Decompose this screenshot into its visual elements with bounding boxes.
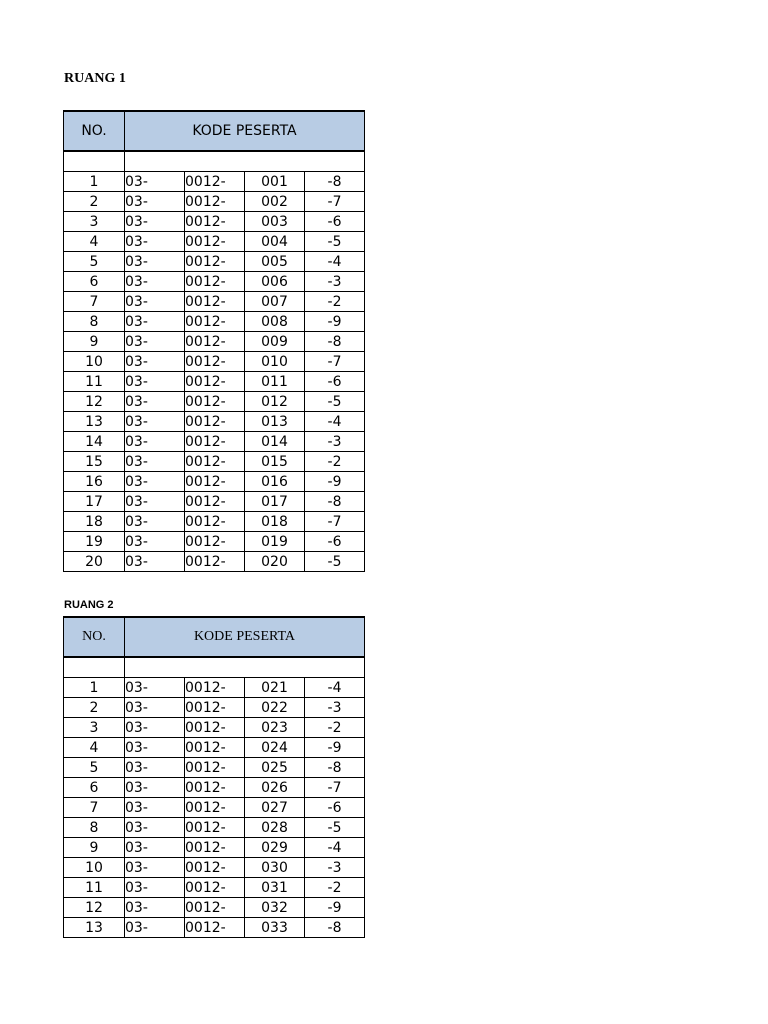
- cell-kode-school: 0012-: [185, 412, 245, 432]
- cell-kode-school: 0012-: [185, 192, 245, 212]
- cell-kode-number: 009: [245, 332, 305, 352]
- cell-no: 6: [64, 272, 125, 292]
- cell-no: 11: [64, 878, 125, 898]
- cell-kode-suffix: -9: [305, 738, 365, 758]
- cell-kode-school: 0012-: [185, 512, 245, 532]
- table-row: [64, 232, 365, 252]
- table-row: [64, 252, 365, 272]
- cell-kode-number: 002: [245, 192, 305, 212]
- cell-no: 10: [64, 858, 125, 878]
- cell-kode-number: 033: [245, 918, 305, 938]
- cell-kode-prefix: 03-: [125, 492, 185, 512]
- ruang-1-table: [63, 110, 365, 572]
- cell-kode-suffix: -8: [305, 172, 365, 192]
- cell-kode-suffix: -3: [305, 698, 365, 718]
- cell-no: 19: [64, 532, 125, 552]
- table-row: [64, 698, 365, 718]
- cell-kode-number: 022: [245, 698, 305, 718]
- cell-no: 5: [64, 252, 125, 272]
- cell-no: 12: [64, 898, 125, 918]
- table-row: [64, 798, 365, 818]
- header-no: NO.: [64, 617, 125, 657]
- cell-kode-school: 0012-: [185, 758, 245, 778]
- cell-kode-prefix: 03-: [125, 552, 185, 572]
- cell-kode-prefix: 03-: [125, 532, 185, 552]
- cell-kode-school: 0012-: [185, 372, 245, 392]
- cell-kode-suffix: -3: [305, 272, 365, 292]
- cell-kode-prefix: 03-: [125, 778, 185, 798]
- cell-no: 8: [64, 818, 125, 838]
- cell-kode-suffix: -3: [305, 858, 365, 878]
- cell-kode-school: 0012-: [185, 432, 245, 452]
- cell-kode-school: 0012-: [185, 272, 245, 292]
- cell-kode-prefix: 03-: [125, 212, 185, 232]
- cell-kode-number: 012: [245, 392, 305, 412]
- cell-kode-prefix: 03-: [125, 472, 185, 492]
- cell-kode-prefix: 03-: [125, 758, 185, 778]
- table-row: [64, 332, 365, 352]
- ruang-2-title: RUANG 2: [64, 599, 114, 611]
- header-no: NO.: [64, 111, 125, 151]
- table-row: [64, 918, 365, 938]
- cell-kode-prefix: 03-: [125, 918, 185, 938]
- cell-no: 3: [64, 212, 125, 232]
- cell-kode-suffix: -6: [305, 532, 365, 552]
- cell-kode-prefix: 03-: [125, 192, 185, 212]
- cell-kode-prefix: 03-: [125, 838, 185, 858]
- cell-kode-prefix: 03-: [125, 898, 185, 918]
- table-row: [64, 492, 365, 512]
- cell-kode-number: 010: [245, 352, 305, 372]
- table-row: [64, 372, 365, 392]
- cell-kode-school: 0012-: [185, 532, 245, 552]
- cell-kode-school: 0012-: [185, 252, 245, 272]
- cell-kode-number: 017: [245, 492, 305, 512]
- table-row: [64, 172, 365, 192]
- cell-kode-number: 028: [245, 818, 305, 838]
- cell-kode-suffix: -8: [305, 332, 365, 352]
- table-row: [64, 858, 365, 878]
- cell-kode-number: 026: [245, 778, 305, 798]
- cell-kode-school: 0012-: [185, 212, 245, 232]
- cell-no: 14: [64, 432, 125, 452]
- cell-kode-suffix: -4: [305, 838, 365, 858]
- cell-kode-prefix: 03-: [125, 738, 185, 758]
- cell-no: 12: [64, 392, 125, 412]
- cell-kode-number: 011: [245, 372, 305, 392]
- table-row: [64, 778, 365, 798]
- cell-kode-prefix: 03-: [125, 698, 185, 718]
- cell-kode-prefix: 03-: [125, 312, 185, 332]
- cell-kode-suffix: -9: [305, 898, 365, 918]
- cell-no: 18: [64, 512, 125, 532]
- cell-kode-suffix: -9: [305, 312, 365, 332]
- cell-no: 4: [64, 232, 125, 252]
- cell-kode-prefix: 03-: [125, 412, 185, 432]
- table-row: [64, 532, 365, 552]
- cell-no: 17: [64, 492, 125, 512]
- table-row: [64, 678, 365, 698]
- table-row: [64, 412, 365, 432]
- cell-kode-suffix: -2: [305, 452, 365, 472]
- cell-kode-prefix: 03-: [125, 392, 185, 412]
- cell-kode-prefix: 03-: [125, 878, 185, 898]
- cell-kode-prefix: 03-: [125, 718, 185, 738]
- cell-kode-suffix: -7: [305, 192, 365, 212]
- header-kode-peserta: KODE PESERTA: [125, 617, 365, 657]
- cell-no: 1: [64, 678, 125, 698]
- cell-kode-number: 013: [245, 412, 305, 432]
- cell-kode-suffix: -6: [305, 212, 365, 232]
- cell-kode-number: 025: [245, 758, 305, 778]
- cell-kode-number: 019: [245, 532, 305, 552]
- cell-kode-suffix: -7: [305, 352, 365, 372]
- table-row: [64, 878, 365, 898]
- table-row: [64, 212, 365, 232]
- cell-no: 9: [64, 838, 125, 858]
- cell-kode-prefix: 03-: [125, 818, 185, 838]
- cell-kode-number: 024: [245, 738, 305, 758]
- cell-no: 2: [64, 698, 125, 718]
- cell-kode-number: 007: [245, 292, 305, 312]
- cell-no: 20: [64, 552, 125, 572]
- table-row: [64, 312, 365, 332]
- cell-kode-number: 001: [245, 172, 305, 192]
- cell-kode-school: 0012-: [185, 798, 245, 818]
- blank-row: [64, 657, 365, 678]
- cell-kode-number: 006: [245, 272, 305, 292]
- cell-kode-school: 0012-: [185, 878, 245, 898]
- table-row: [64, 292, 365, 312]
- cell-kode-prefix: 03-: [125, 432, 185, 452]
- cell-kode-number: 031: [245, 878, 305, 898]
- cell-kode-school: 0012-: [185, 552, 245, 572]
- table-row: [64, 838, 365, 858]
- cell-kode-suffix: -4: [305, 252, 365, 272]
- cell-kode-school: 0012-: [185, 818, 245, 838]
- table-row: [64, 758, 365, 778]
- cell-kode-prefix: 03-: [125, 172, 185, 192]
- cell-no: 10: [64, 352, 125, 372]
- cell-kode-school: 0012-: [185, 472, 245, 492]
- cell-kode-school: 0012-: [185, 678, 245, 698]
- cell-kode-number: 015: [245, 452, 305, 472]
- cell-no: 2: [64, 192, 125, 212]
- cell-kode-number: 030: [245, 858, 305, 878]
- cell-kode-prefix: 03-: [125, 372, 185, 392]
- cell-no: 1: [64, 172, 125, 192]
- cell-kode-school: 0012-: [185, 392, 245, 412]
- cell-kode-school: 0012-: [185, 452, 245, 472]
- table-row: [64, 818, 365, 838]
- cell-kode-suffix: -2: [305, 292, 365, 312]
- table-row: [64, 552, 365, 572]
- cell-kode-prefix: 03-: [125, 678, 185, 698]
- cell-kode-number: 023: [245, 718, 305, 738]
- cell-kode-suffix: -9: [305, 472, 365, 492]
- cell-kode-school: 0012-: [185, 778, 245, 798]
- table-row: [64, 472, 365, 492]
- table-row: [64, 512, 365, 532]
- cell-no: 13: [64, 412, 125, 432]
- cell-kode-suffix: -7: [305, 512, 365, 532]
- cell-kode-school: 0012-: [185, 718, 245, 738]
- cell-kode-school: 0012-: [185, 838, 245, 858]
- ruang-2-table: [63, 616, 365, 938]
- blank-row: [64, 151, 365, 172]
- cell-kode-number: 021: [245, 678, 305, 698]
- table-row: [64, 192, 365, 212]
- cell-kode-suffix: -4: [305, 678, 365, 698]
- cell-kode-suffix: -3: [305, 432, 365, 452]
- cell-kode-prefix: 03-: [125, 232, 185, 252]
- cell-kode-number: 032: [245, 898, 305, 918]
- cell-kode-number: 018: [245, 512, 305, 532]
- cell-kode-school: 0012-: [185, 232, 245, 252]
- cell-kode-school: 0012-: [185, 698, 245, 718]
- cell-kode-prefix: 03-: [125, 332, 185, 352]
- cell-kode-number: 004: [245, 232, 305, 252]
- cell-no: 7: [64, 292, 125, 312]
- cell-kode-prefix: 03-: [125, 452, 185, 472]
- cell-kode-school: 0012-: [185, 492, 245, 512]
- table-row: [64, 392, 365, 412]
- cell-kode-school: 0012-: [185, 898, 245, 918]
- cell-kode-number: 014: [245, 432, 305, 452]
- cell-kode-school: 0012-: [185, 352, 245, 372]
- table-row: [64, 272, 365, 292]
- cell-no: 15: [64, 452, 125, 472]
- cell-kode-school: 0012-: [185, 738, 245, 758]
- table-row: [64, 352, 365, 372]
- cell-kode-suffix: -8: [305, 758, 365, 778]
- cell-kode-school: 0012-: [185, 858, 245, 878]
- cell-kode-suffix: -5: [305, 552, 365, 572]
- ruang-1-title: RUANG 1: [64, 71, 126, 86]
- cell-kode-suffix: -4: [305, 412, 365, 432]
- cell-no: 4: [64, 738, 125, 758]
- cell-kode-suffix: -5: [305, 392, 365, 412]
- cell-no: 16: [64, 472, 125, 492]
- cell-kode-prefix: 03-: [125, 292, 185, 312]
- cell-kode-suffix: -8: [305, 918, 365, 938]
- table-row: [64, 718, 365, 738]
- header-kode-peserta: KODE PESERTA: [125, 111, 365, 151]
- cell-kode-prefix: 03-: [125, 352, 185, 372]
- cell-kode-number: 003: [245, 212, 305, 232]
- cell-kode-suffix: -2: [305, 878, 365, 898]
- cell-kode-number: 020: [245, 552, 305, 572]
- cell-kode-number: 029: [245, 838, 305, 858]
- cell-kode-suffix: -8: [305, 492, 365, 512]
- table-row: [64, 898, 365, 918]
- cell-kode-suffix: -6: [305, 798, 365, 818]
- cell-no: 13: [64, 918, 125, 938]
- cell-no: 6: [64, 778, 125, 798]
- cell-kode-suffix: -7: [305, 778, 365, 798]
- cell-kode-number: 008: [245, 312, 305, 332]
- cell-kode-prefix: 03-: [125, 858, 185, 878]
- cell-kode-prefix: 03-: [125, 252, 185, 272]
- cell-kode-suffix: -2: [305, 718, 365, 738]
- cell-kode-school: 0012-: [185, 332, 245, 352]
- table-row: [64, 452, 365, 472]
- cell-kode-number: 005: [245, 252, 305, 272]
- cell-kode-suffix: -6: [305, 372, 365, 392]
- cell-kode-prefix: 03-: [125, 512, 185, 532]
- cell-no: 3: [64, 718, 125, 738]
- table-row: [64, 738, 365, 758]
- cell-kode-number: 016: [245, 472, 305, 492]
- cell-kode-suffix: -5: [305, 232, 365, 252]
- cell-no: 7: [64, 798, 125, 818]
- cell-kode-school: 0012-: [185, 312, 245, 332]
- cell-kode-prefix: 03-: [125, 798, 185, 818]
- cell-kode-school: 0012-: [185, 918, 245, 938]
- cell-kode-prefix: 03-: [125, 272, 185, 292]
- cell-kode-number: 027: [245, 798, 305, 818]
- cell-kode-suffix: -5: [305, 818, 365, 838]
- cell-no: 8: [64, 312, 125, 332]
- cell-kode-school: 0012-: [185, 292, 245, 312]
- cell-no: 11: [64, 372, 125, 392]
- cell-kode-school: 0012-: [185, 172, 245, 192]
- cell-no: 9: [64, 332, 125, 352]
- table-row: [64, 432, 365, 452]
- cell-no: 5: [64, 758, 125, 778]
